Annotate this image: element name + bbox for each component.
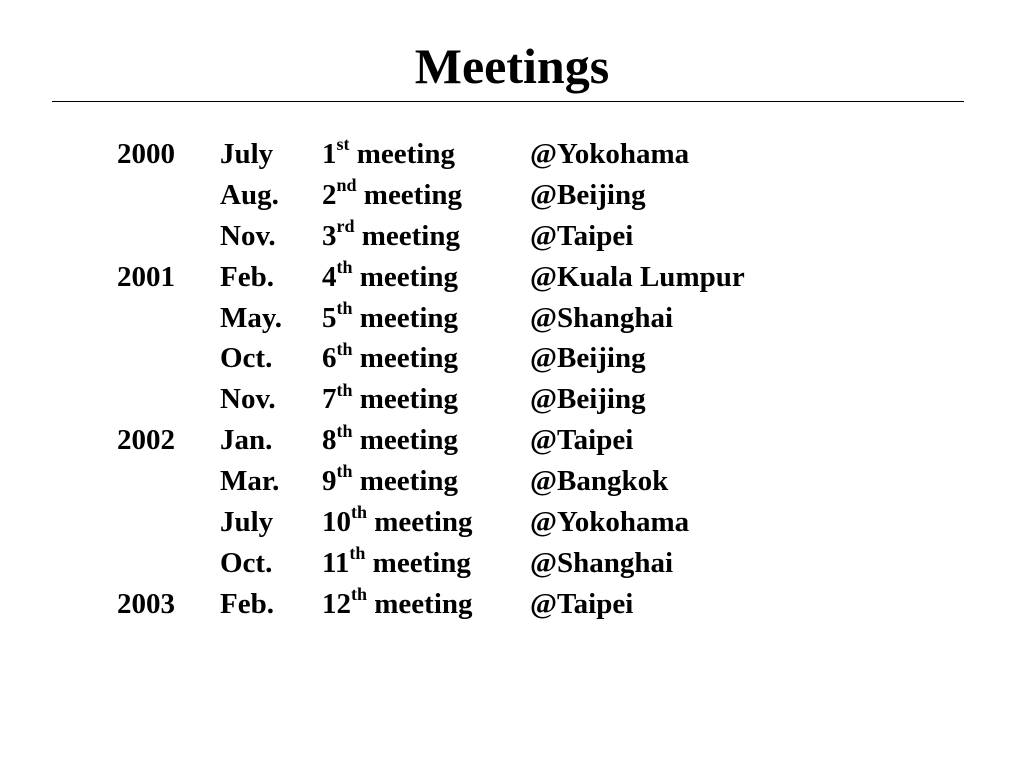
ordinal-suffix: th bbox=[351, 584, 368, 605]
meeting-row bbox=[117, 584, 937, 629]
meeting-number: 2 bbox=[322, 178, 337, 211]
meeting-number: 8 bbox=[322, 424, 337, 457]
meeting-word: meeting bbox=[372, 546, 471, 579]
meeting-year: 2000 bbox=[117, 138, 175, 170]
meeting-number: 11 bbox=[322, 546, 350, 579]
meeting-ordinal bbox=[322, 175, 530, 212]
meeting-number: 10 bbox=[322, 506, 351, 539]
ordinal-suffix: th bbox=[336, 461, 353, 482]
meeting-word: meeting bbox=[359, 465, 459, 498]
meeting-number: 6 bbox=[322, 342, 337, 375]
meeting-row bbox=[117, 257, 937, 302]
meeting-month: July bbox=[220, 506, 274, 539]
meeting-ordinal bbox=[322, 420, 530, 457]
meeting-month: Jan. bbox=[220, 424, 273, 457]
meeting-ordinal bbox=[322, 502, 530, 539]
meeting-location: @Kuala Lumpur bbox=[530, 260, 745, 293]
meeting-ordinal bbox=[322, 584, 530, 621]
meeting-ordinal bbox=[322, 134, 530, 171]
ordinal-suffix: st bbox=[336, 134, 350, 155]
meeting-number: 9 bbox=[322, 465, 337, 498]
meeting-location: @Beijing bbox=[530, 342, 646, 375]
meeting-row bbox=[117, 175, 937, 220]
meeting-word: meeting bbox=[359, 342, 459, 375]
page-title: Meetings bbox=[414, 38, 610, 94]
meeting-row bbox=[117, 543, 937, 588]
meeting-row bbox=[117, 216, 937, 261]
meeting-location: @Taipei bbox=[530, 587, 634, 620]
meetings-list bbox=[117, 134, 937, 629]
meeting-location: @Taipei bbox=[530, 424, 634, 457]
meeting-word: meeting bbox=[359, 260, 459, 293]
meeting-row bbox=[117, 379, 937, 424]
meeting-month: Mar. bbox=[220, 465, 280, 498]
meeting-year: 2003 bbox=[117, 587, 175, 620]
meeting-word: meeting bbox=[374, 587, 473, 620]
meeting-row bbox=[117, 338, 937, 383]
meeting-word: meeting bbox=[374, 506, 473, 539]
meeting-month: Feb. bbox=[220, 587, 274, 620]
meeting-number: 7 bbox=[322, 383, 337, 416]
meeting-row bbox=[117, 297, 937, 343]
ordinal-suffix: th bbox=[336, 379, 353, 400]
ordinal-suffix: th bbox=[336, 297, 353, 318]
ordinal-suffix: nd bbox=[336, 175, 357, 196]
meeting-row bbox=[117, 461, 937, 506]
meeting-location: @Beijing bbox=[530, 383, 646, 416]
meeting-month: Nov. bbox=[220, 383, 276, 416]
ordinal-suffix: th bbox=[349, 543, 366, 564]
meeting-word: meeting bbox=[363, 178, 463, 211]
meeting-location: @Beijing bbox=[530, 178, 646, 211]
meeting-row bbox=[117, 134, 937, 179]
ordinal-suffix: th bbox=[336, 338, 353, 359]
meeting-number: 5 bbox=[322, 301, 337, 334]
meeting-ordinal bbox=[322, 257, 530, 294]
meeting-number: 12 bbox=[322, 587, 351, 620]
meeting-number: 3 bbox=[322, 219, 337, 252]
meeting-ordinal bbox=[322, 338, 530, 375]
meeting-row bbox=[117, 420, 937, 465]
meeting-ordinal bbox=[322, 379, 530, 416]
meeting-word: meeting bbox=[361, 219, 460, 252]
meeting-year: 2001 bbox=[117, 260, 175, 293]
meeting-month: Oct. bbox=[220, 546, 273, 579]
meeting-number: 4 bbox=[322, 260, 337, 293]
meeting-month: Oct. bbox=[220, 342, 273, 375]
meeting-month: Aug. bbox=[220, 178, 279, 211]
ordinal-suffix: th bbox=[351, 502, 368, 523]
ordinal-suffix: th bbox=[336, 257, 353, 278]
meeting-word: meeting bbox=[359, 383, 459, 416]
meeting-location: @Yokohama bbox=[530, 138, 690, 170]
meeting-month: Nov. bbox=[220, 219, 276, 252]
meeting-month: July bbox=[220, 138, 274, 170]
meeting-location: @Bangkok bbox=[530, 465, 669, 498]
meeting-month: May. bbox=[220, 301, 283, 334]
meeting-location: @Yokohama bbox=[530, 506, 690, 539]
title-divider bbox=[52, 101, 964, 102]
meeting-word: meeting bbox=[359, 301, 459, 334]
meeting-ordinal bbox=[322, 216, 530, 253]
meeting-location: @Shanghai bbox=[530, 546, 674, 579]
meeting-year: 2002 bbox=[117, 424, 175, 457]
meeting-location: @Shanghai bbox=[530, 301, 674, 334]
ordinal-suffix: rd bbox=[336, 216, 355, 237]
meeting-location: @Taipei bbox=[530, 219, 634, 252]
meeting-month: Feb. bbox=[220, 260, 274, 293]
meeting-word: meeting bbox=[359, 424, 459, 457]
meeting-ordinal bbox=[322, 297, 530, 335]
ordinal-suffix: th bbox=[336, 420, 353, 441]
meeting-ordinal bbox=[322, 461, 530, 498]
meeting-row bbox=[117, 502, 937, 547]
meeting-number: 1 bbox=[322, 138, 337, 170]
meeting-ordinal bbox=[322, 543, 530, 580]
meeting-word: meeting bbox=[356, 138, 455, 170]
